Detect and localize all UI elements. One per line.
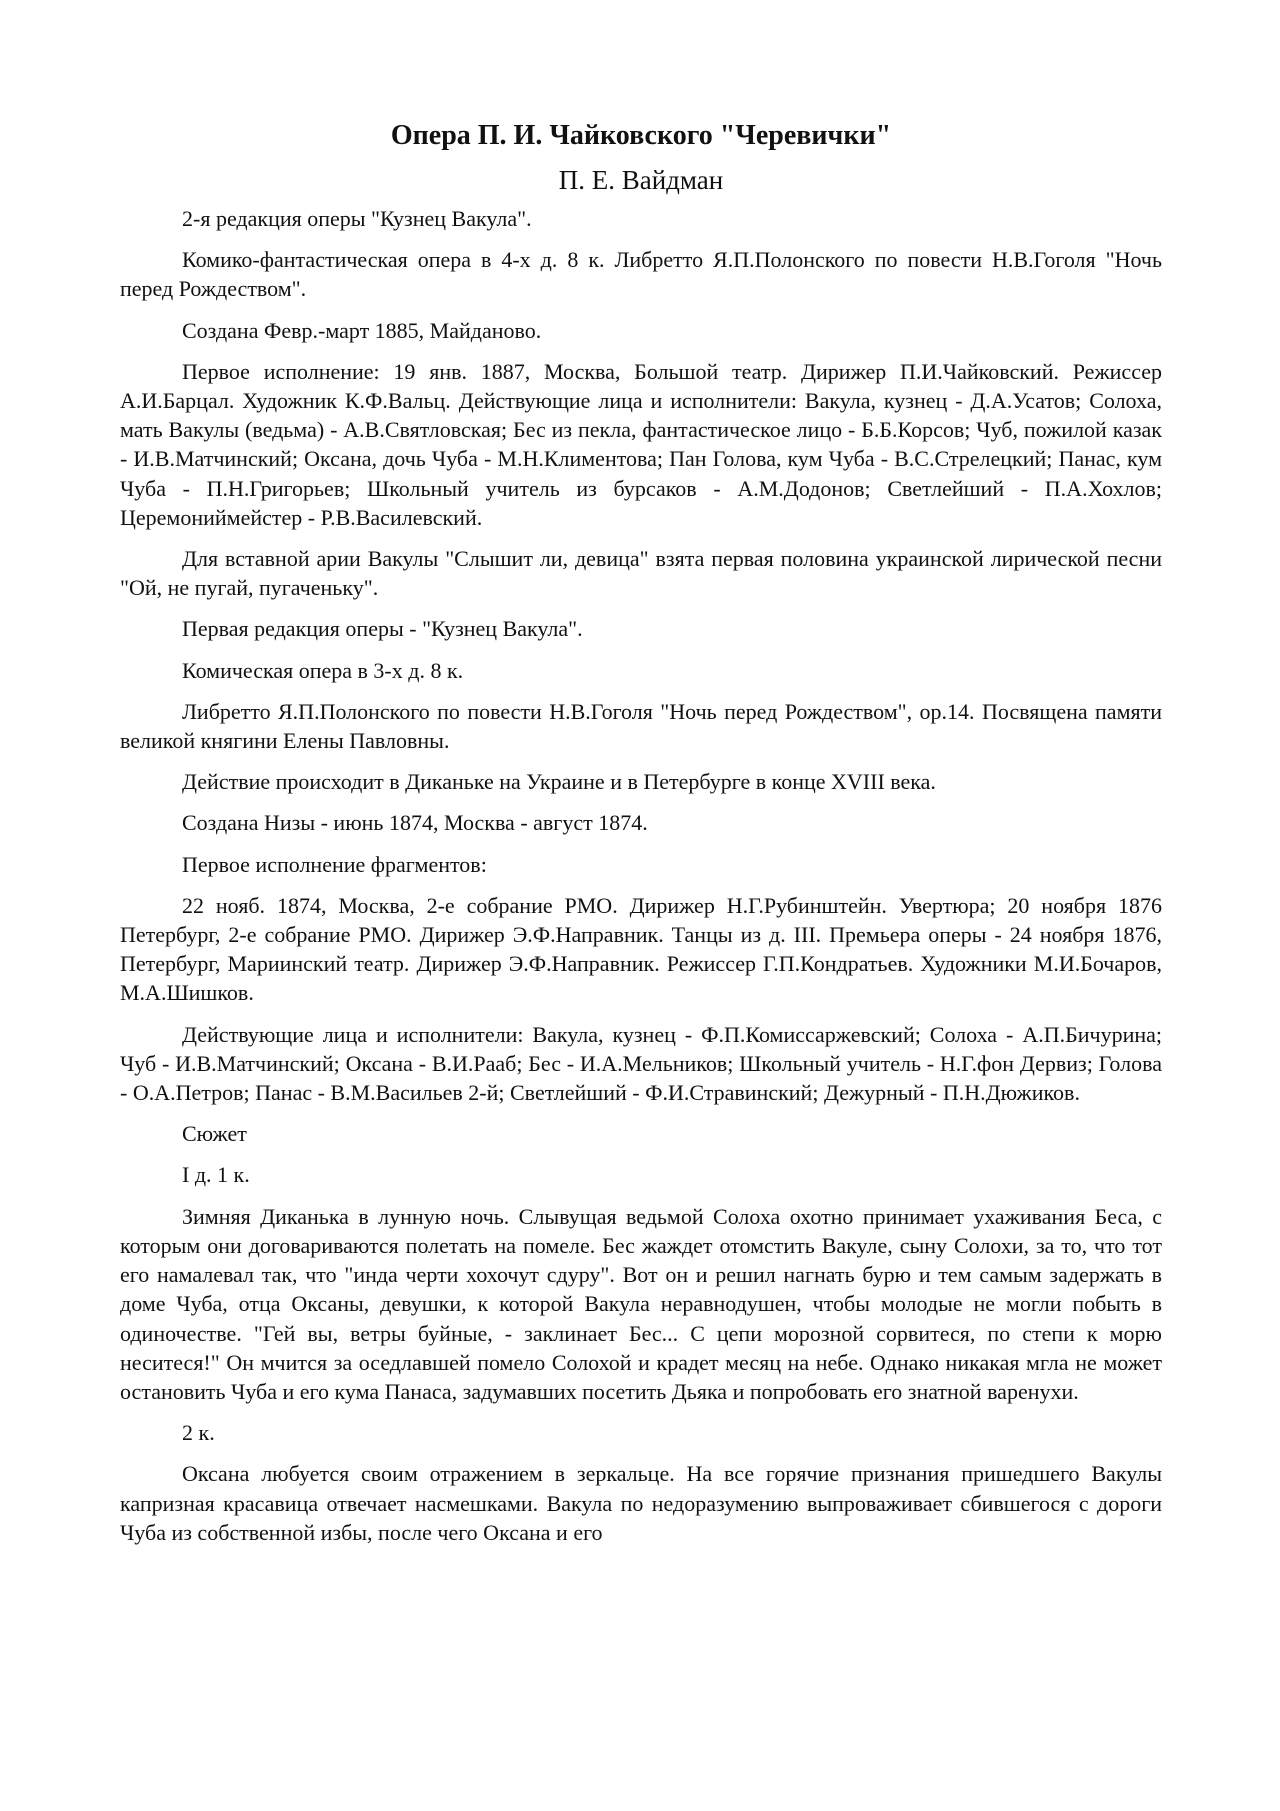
document-title: Опера П. И. Чайковского "Черевички" [390,120,892,151]
paragraph: Создана Низы - июнь 1874, Москва - август 1874. [182,810,648,836]
paragraph: Зимняя Диканька в лунную ночь. Слывущая ведьмой Солоха охотно принимает ухаживания Беса, с которым они договариваются полетать на помеле. Бес жаждет отомстить Вакуле, сыну Солохи, за то, что тот его намалевал так, что "инда черти хохочут сдуру". Вот он и решил нагнать бурю и тем самым задержать в доме Чуба, отца Оксаны, девушки, к которой Вакула неравнодушен, чтобы молодые не могли побыть в одиночестве. "Гей вы, ветры буйные, - заклинает Бес... С цепи морозной сорвитеся, по степи к морю неситеся!" Он мчится за оседлавшей помело Солохой и крадет месяц на небе. Однако никакая мгла не может остановить Чуба и его кума Панаса, задумавших посетить Дьяка и попробовать его знатной варенухи. [120,1203,1162,1404]
scene-heading: I д. 1 к. [182,1162,250,1188]
document-author: П. Е. Вайдман [558,165,724,195]
paragraph: Комическая опера в 3-х д. 8 к. [182,657,464,683]
paragraph: Действующие лица и исполнители: Вакула, кузнец - Ф.П.Комиссаржевский; Солоха - А.П.Бичурина; Чуб - И.В.Матчинский; Оксана - В.И.Рааб; Бес - И.А.Мельников; Школьный учитель - Н.Г.фон Дервиз; Голова - О.А.Петров; Панас - В.М.Васильев 2-й; Светлейший - Ф.И.Стравинский; Дежурный - П.Н.Дюжиков. [120,1021,1162,1106]
paragraph: 2-я редакция оперы "Кузнец Вакула". [182,206,532,231]
paragraph: 22 нояб. 1874, Москва, 2-е собрание РМО. Дирижер Н.Г.Рубинштейн. Увертюра; 20 ноября 1876 Петербург, 2-е собрание РМО. Дирижер Э.Ф.Направник. Танцы из д. III. Премьера оперы - 24 ноября 1876, Петербург, Мариинский театр. Дирижер Э.Ф.Направник. Режиссер Г.П.Кондратьев. Художники М.И.Бочаров, М.А.Шишков. [120,892,1162,1006]
section-heading: Сюжет [182,1121,247,1147]
paragraph: Первое исполнение фрагментов: [182,851,487,877]
paragraph: Для вставной арии Вакулы "Слышит ли, девица" взята первая половина украинской лирической песни "Ой, не пугай, пугаченьку". [120,546,1162,601]
paragraph: Первая редакция оперы - "Кузнец Вакула". [182,616,583,642]
scene-heading: 2 к. [182,1420,215,1446]
paragraph: Действие происходит в Диканьке на Украине и в Петербурге в конце XVIII века. [182,769,936,795]
document-body [120,118,1162,1559]
paragraph: Оксана любуется своим отражением в зеркальце. На все горячие признания пришедшего Вакулы капризная красавица отвечает насмешками. Вакула по недоразумению выпроваживает сбившегося с дороги Чуба из собственной избы, после чего Оксана и его [120,1461,1162,1545]
paragraph: Комико-фантастическая опера в 4-х д. 8 к. Либретто Я.П.Полонского по повести Н.В.Гоголя "Ночь перед Рождеством". [120,247,1162,302]
paragraph: Первое исполнение: 19 янв. 1887, Москва, Большой театр. Дирижер П.И.Чайковский. Режиссер А.И.Барцал. Художник К.Ф.Вальц. Действующие лица и исполнители: Вакула, кузнец - Д.А.Усатов; Солоха, мать Вакулы (ведьма) - А.В.Святловская; Бес из пекла, фантастическое лицо - Б.Б.Корсов; Чуб, пожилой казак - И.В.Матчинский; Оксана, дочь Чуба - М.Н.Климентова; Пан Голова, кум Чуба - В.С.Стрелецкий; Панас, кум Чуба - П.Н.Григорьев; Школьный учитель из бурсаков - А.М.Додонов; Светлейший - П.А.Хохлов; Церемониймейстер - Р.В.Василевский. [120,358,1162,530]
paragraph: Либретто Я.П.Полонского по повести Н.В.Гоголя "Ночь перед Рождеством", ор.14. Посвящена памяти великой княгини Елены Павловны. [120,698,1162,754]
paragraph: Создана Февр.-март 1885, Майданово. [182,317,542,343]
